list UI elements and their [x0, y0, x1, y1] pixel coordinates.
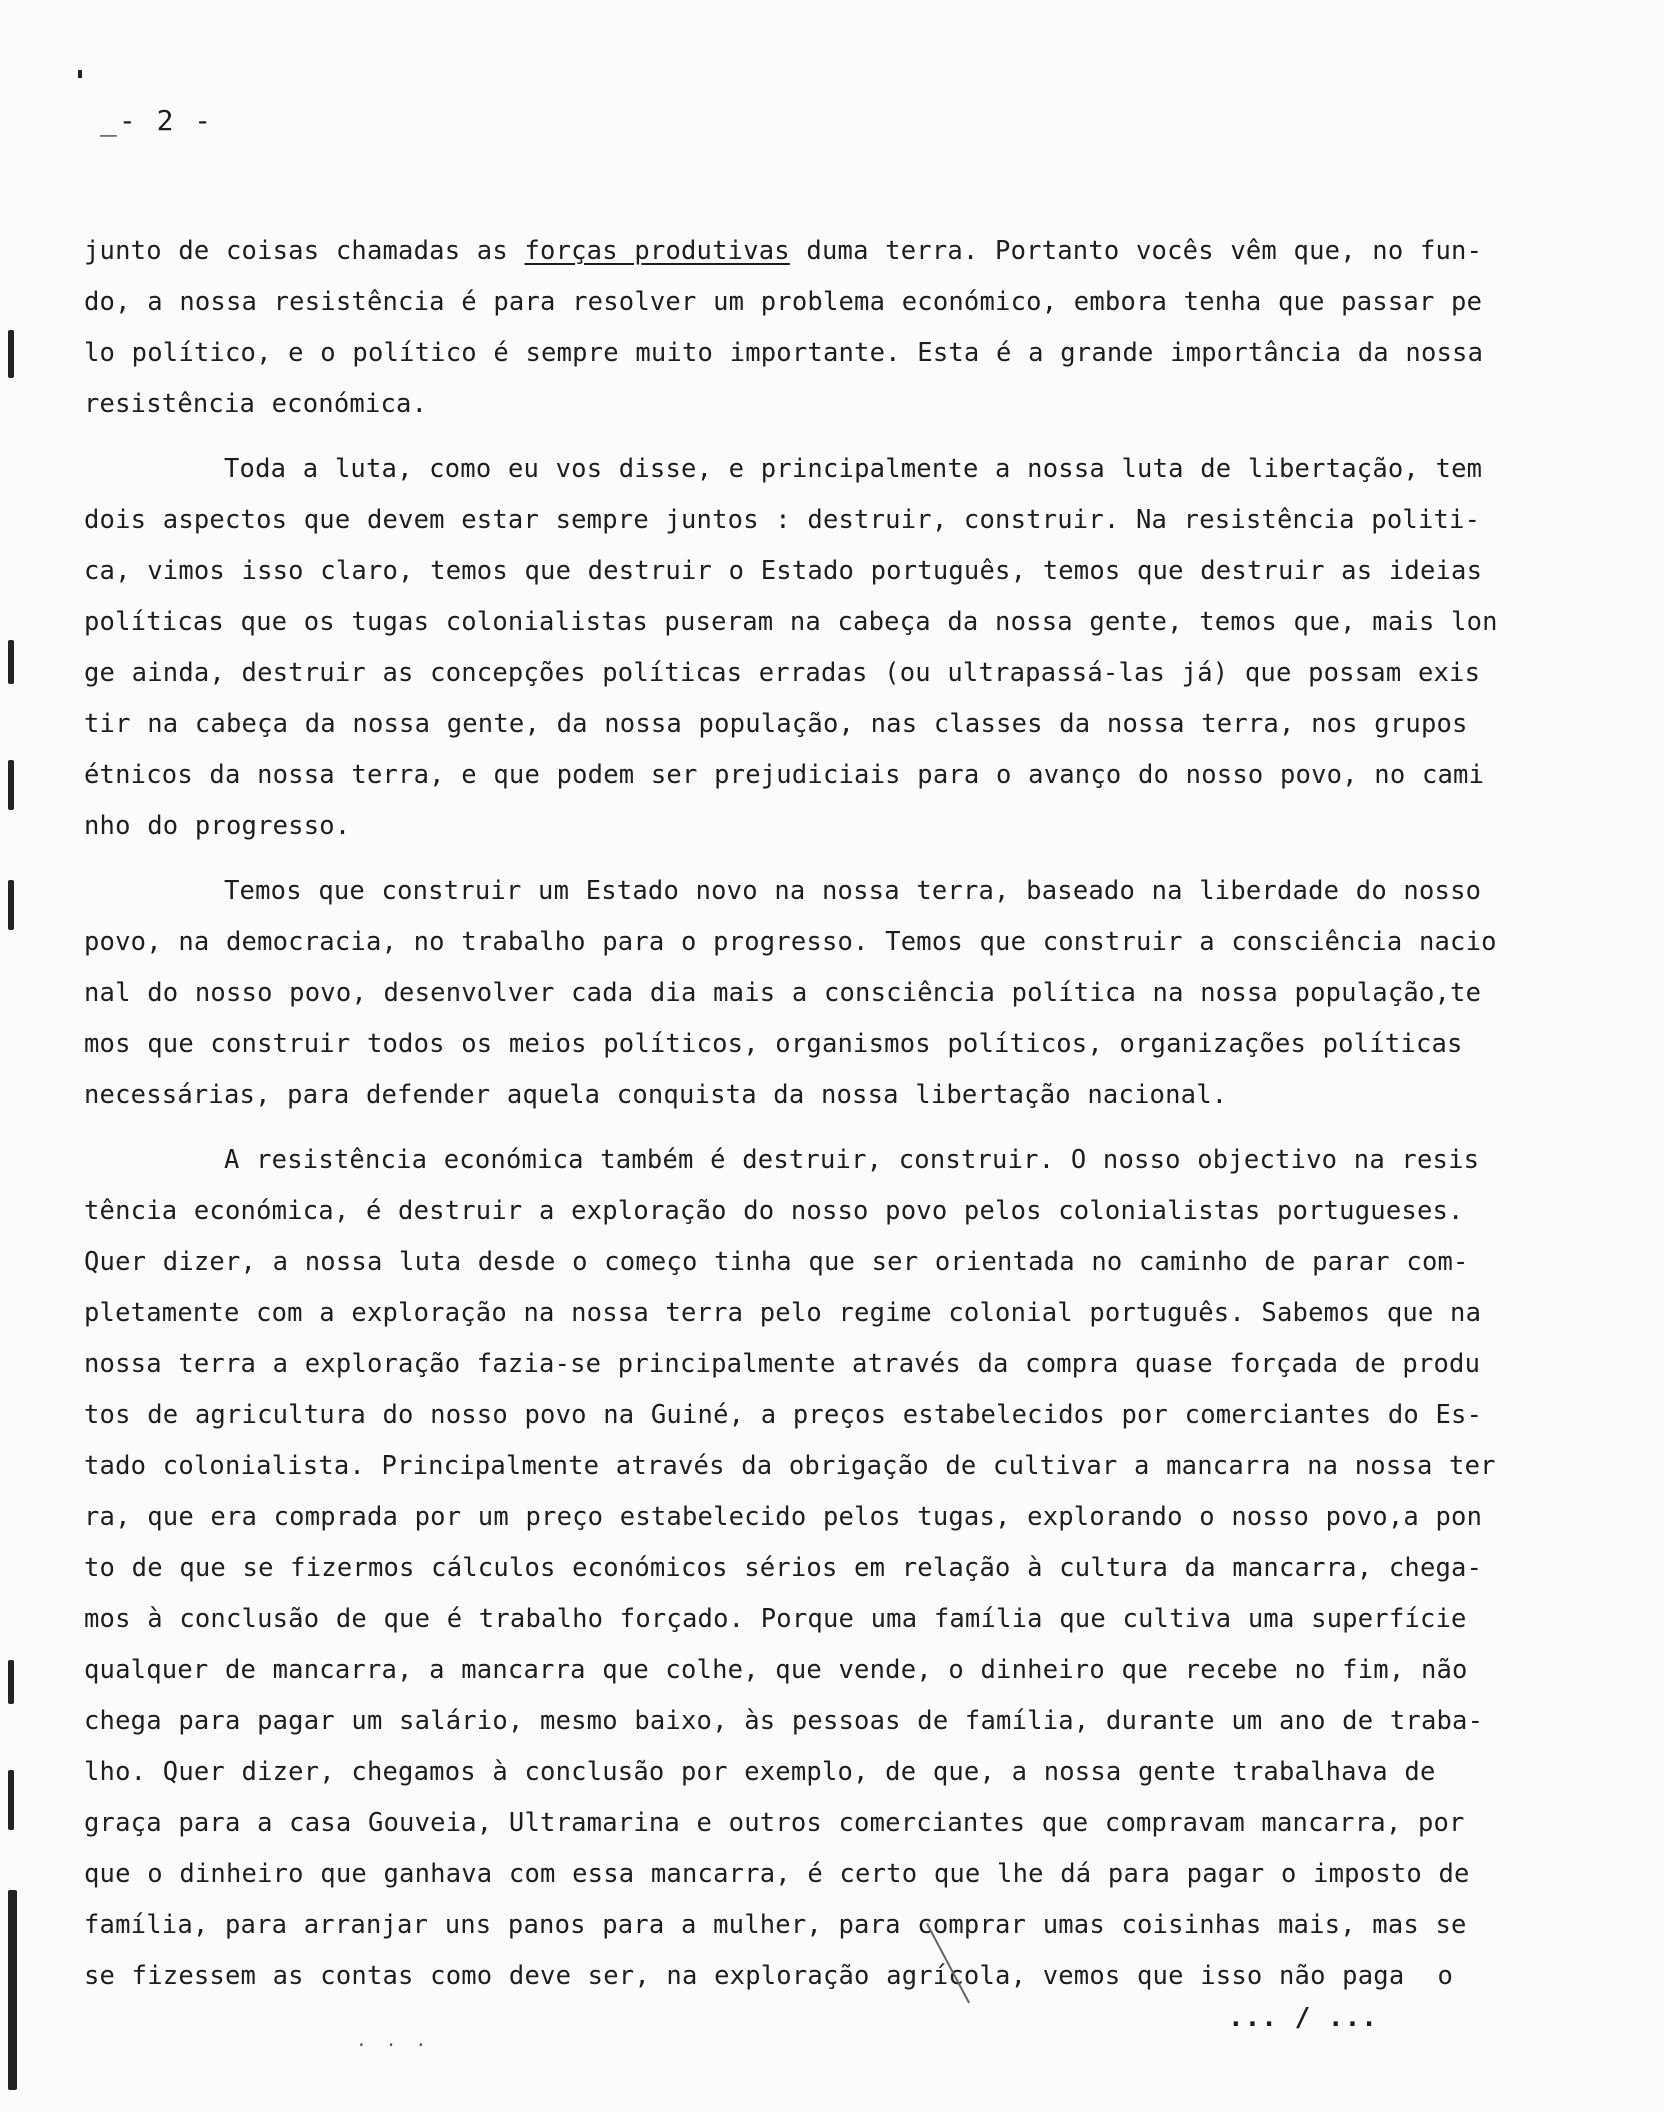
footer-dots: . . . [356, 2030, 431, 2051]
text-segment: étnicos da nossa terra, e que podem ser prejudiciais para o avanço do nosso povo, no cami [84, 760, 1485, 790]
text-segment: família, para arranjar uns panos para a mulher, para comprar umas coisinhas mais, mas se [84, 1910, 1467, 1940]
text-line [84, 1019, 1464, 1070]
text-segment: políticas que os tugas colonialistas puseram na cabeça da nossa gente, temos que, mais lon [84, 607, 1498, 637]
text-segment: duma terra. Portanto vocês vêm que, no fun- [789, 236, 1483, 266]
document-body [84, 226, 1498, 2002]
text-segment: mos que construir todos os meios políticos, organismos políticos, organizações políticas [84, 1029, 1463, 1059]
margin-scan-mark [8, 640, 14, 684]
text-line [84, 1543, 1483, 1594]
text-line [84, 1390, 1483, 1441]
margin-scan-mark [8, 760, 14, 810]
text-segment: Toda a luta, como eu vos disse, e principalmente a nossa luta de libertação, tem [224, 454, 1483, 484]
text-line [84, 495, 1481, 546]
text-segment: qualquer de mancarra, a mancarra que colhe, que vende, o dinheiro que recebe no fim, não [84, 1655, 1468, 1685]
text-line [84, 1441, 1496, 1492]
text-line [84, 1951, 1464, 2002]
text-segment: do, a nossa resistência é para resolver um problema económico, embora tenha que passar pe [84, 287, 1483, 317]
continuation-mark: ... / ... [1228, 2003, 1378, 2033]
text-segment: lo político, e o político é sempre muito importante. Esta é a grande importância da nossa [84, 338, 1484, 368]
text-line [84, 1237, 1469, 1288]
text-segment: tir na cabeça da nossa gente, da nossa população, nas classes da nossa terra, nos grupos [84, 709, 1468, 739]
text-segment: Quer dizer, a nossa luta desde o começo tinha que ser orientada no caminho de parar com- [84, 1247, 1469, 1277]
text-line [84, 801, 1464, 852]
text-line [84, 1798, 1464, 1849]
text-segment: nho do progresso. [84, 811, 351, 841]
text-segment: necessárias, para defender aquela conquista da nossa libertação nacional. [84, 1080, 1228, 1110]
text-line [84, 226, 1483, 277]
text-line [84, 379, 1464, 430]
page-number: _- 2 - [100, 104, 214, 137]
text-line [84, 1186, 1464, 1237]
text-line [84, 699, 1468, 750]
text-line [84, 1900, 1467, 1951]
text-segment: dois aspectos que devem estar sempre juntos : destruir, construir. Na resistência politi- [84, 505, 1481, 535]
text-line [84, 277, 1483, 328]
text-segment: tos de agricultura do nosso povo na Guiné, a preços estabelecidos por comerciantes do Es- [84, 1400, 1483, 1430]
underlined-phrase: forças produtivas [524, 236, 790, 266]
paragraph [84, 866, 1497, 1121]
text-line [84, 1492, 1483, 1543]
text-line [84, 1339, 1481, 1390]
text-line [84, 648, 1481, 699]
text-segment: ra, que era comprada por um preço estabelecido pelos tugas, explorando o nosso povo,a pon [84, 1502, 1483, 1532]
text-line [84, 1594, 1467, 1645]
text-segment: povo, na democracia, no trabalho para o progresso. Temos que construir a consciência nacio [84, 927, 1497, 957]
paragraph [84, 1135, 1496, 2002]
text-line [84, 546, 1483, 597]
paragraph-gap [84, 1121, 1464, 1135]
text-line [84, 444, 1483, 495]
paragraph [84, 444, 1498, 852]
text-segment: nal do nosso povo, desenvolver cada dia mais a consciência política na nossa população,te [84, 978, 1482, 1008]
text-segment: tado colonialista. Principalmente através da obrigação de cultivar a mancarra na nossa ter [84, 1451, 1496, 1481]
text-segment: se fizessem as contas como deve ser, na exploração agrícola, vemos que isso não paga o [84, 1961, 1454, 1991]
paragraph [84, 226, 1484, 430]
text-segment: ca, vimos isso claro, temos que destruir o Estado português, temos que destruir as ideias [84, 556, 1483, 586]
text-line [84, 597, 1498, 648]
margin-scan-mark [8, 330, 14, 378]
text-line [84, 917, 1497, 968]
text-line [84, 1135, 1480, 1186]
text-line [84, 968, 1482, 1019]
text-line [84, 328, 1484, 379]
text-line [84, 1645, 1468, 1696]
text-segment: mos à conclusão de que é trabalho forçado. Porque uma família que cultiva uma superfície [84, 1604, 1467, 1634]
text-segment: que o dinheiro que ganhava com essa mancarra, é certo que lhe dá para pagar o imposto de [84, 1859, 1470, 1889]
scan-speck [78, 70, 82, 78]
text-segment: ge ainda, destruir as concepções políticas erradas (ou ultrapassá-las já) que possam exis [84, 658, 1481, 688]
text-segment: junto de coisas chamadas as [84, 236, 525, 266]
text-segment: tência económica, é destruir a exploração do nosso povo pelos colonialistas portugueses. [84, 1196, 1464, 1226]
text-line [84, 1070, 1464, 1121]
text-segment: resistência económica. [84, 389, 428, 419]
margin-scan-mark [8, 1770, 14, 1830]
margin-scan-mark [8, 1660, 14, 1704]
paragraph-gap [84, 852, 1464, 866]
text-segment: chega para pagar um salário, mesmo baixo, às pessoas de família, durante um ano de traba- [84, 1706, 1484, 1736]
text-segment: graça para a casa Gouveia, Ultramarina e outros comerciantes que compravam mancarra, por [84, 1808, 1465, 1838]
text-segment: Temos que construir um Estado novo na nossa terra, baseado na liberdade do nosso [224, 876, 1482, 906]
text-line [84, 1849, 1470, 1900]
text-segment: lho. Quer dizer, chegamos à conclusão por exemplo, de que, a nossa gente trabalhava de [84, 1757, 1436, 1787]
text-segment: pletamente com a exploração na nossa terra pelo regime colonial português. Sabemos que na [84, 1298, 1482, 1328]
paragraph-gap [84, 430, 1464, 444]
margin-scan-mark [8, 880, 14, 930]
margin-scan-mark [8, 1890, 17, 2090]
text-segment: nossa terra a exploração fazia-se principalmente através da compra quase forçada de produ [84, 1349, 1481, 1379]
text-segment: to de que se fizermos cálculos económicos sérios em relação à cultura da mancarra, chega- [84, 1553, 1483, 1583]
text-line [84, 750, 1485, 801]
text-line [84, 1696, 1484, 1747]
text-segment: A resistência económica também é destruir, construir. O nosso objectivo na resis [224, 1145, 1480, 1175]
text-line [84, 1747, 1464, 1798]
text-line [84, 1288, 1482, 1339]
text-line [84, 866, 1482, 917]
